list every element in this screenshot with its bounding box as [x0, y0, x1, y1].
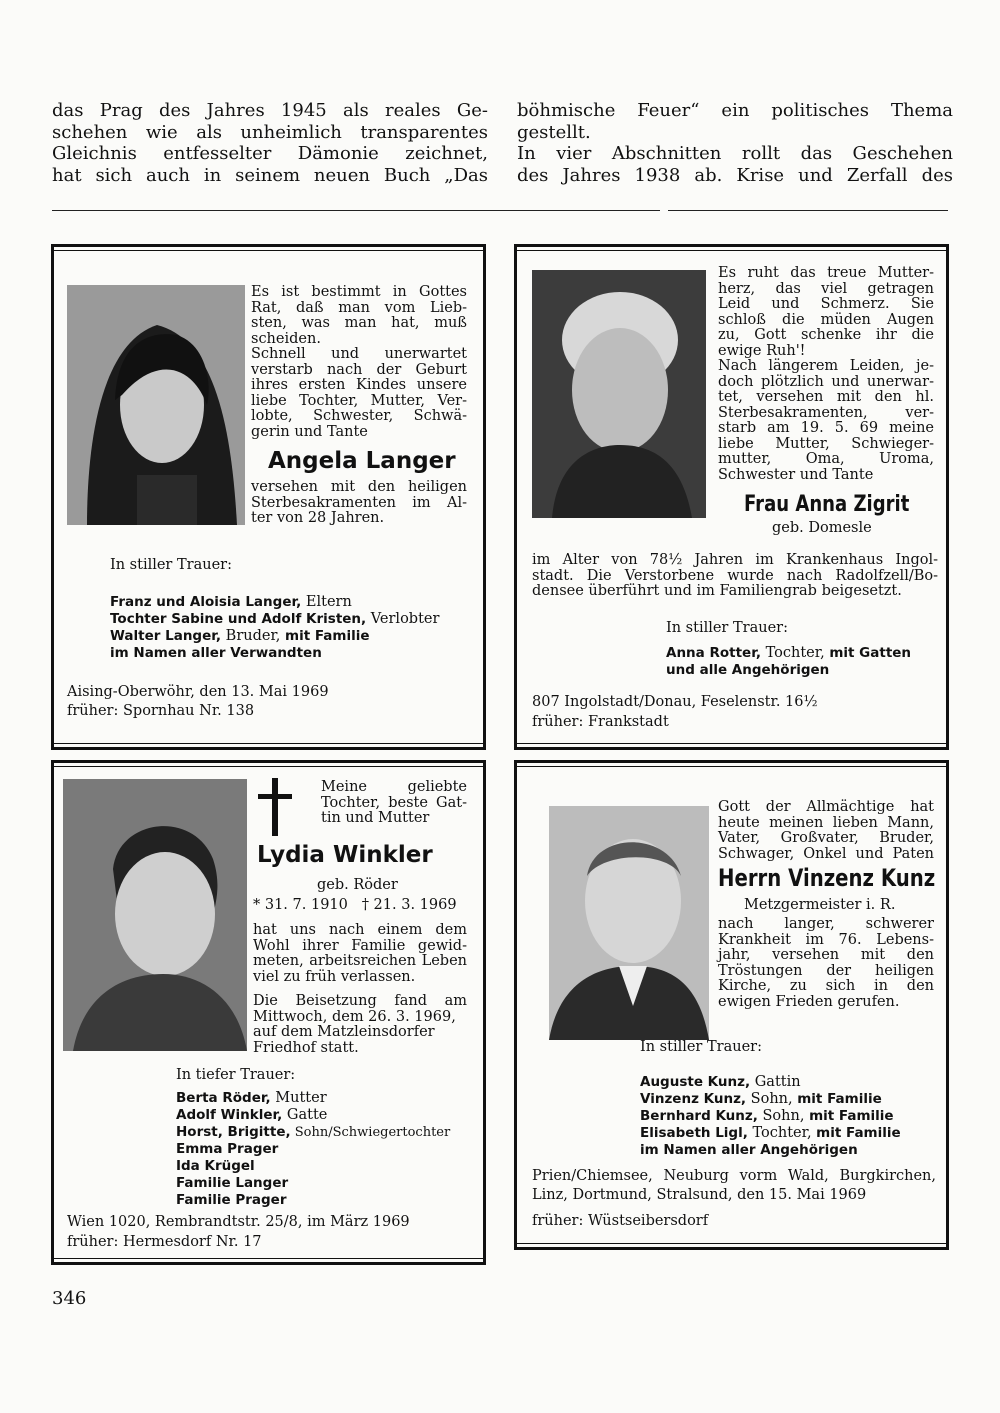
notice-intro	[718, 266, 934, 483]
maiden-name: geb. Röder	[317, 877, 398, 893]
text-line: Linz, Dortmund, Stralsund, den 15. Mai 1969	[532, 1187, 867, 1203]
text-line: Krankheit im 76. Lebens-	[718, 931, 934, 948]
text-line: jahr, versehen mit den	[718, 947, 934, 963]
mourner-line: Berta Röder, Mutter	[176, 1090, 327, 1106]
text-line: verstarb nach der Geburt	[251, 361, 467, 378]
notice-after	[718, 917, 934, 1010]
mourner-line: Horst, Brigitte, Sohn/Schwiegertochter	[176, 1124, 451, 1140]
text-line: des Jahres 1938 ab. Krise und Zerfall des	[517, 164, 953, 186]
mourner-line: im Namen aller Angehörigen	[640, 1142, 858, 1158]
text-line: Mittwoch, dem 26. 3. 1969,	[253, 1008, 456, 1025]
text-line: früher: Hermesdorf Nr. 17	[67, 1234, 262, 1250]
text-line: herz, das viel getragen	[718, 280, 934, 297]
deceased-name: Lydia Winkler	[257, 842, 433, 868]
mourner-line: Franz und Aloisia Langer, Eltern	[110, 594, 352, 610]
text-line: doch plötzlich und unerwar-	[718, 373, 934, 390]
text-line: Gleichnis entfesselter Dämonie zeichnet,	[52, 143, 488, 164]
text-line: ewigen Frieden gerufen.	[718, 993, 900, 1010]
text-line: Meine geliebte	[321, 779, 467, 795]
text-line: das Prag des Jahres 1945 als reales Ge-	[52, 100, 488, 121]
profession: Metzgermeister i. R.	[744, 897, 896, 913]
text-line: schloß die müden Augen	[718, 311, 934, 328]
mourner-line: Familie Prager	[176, 1192, 287, 1208]
top-text-left	[52, 100, 488, 186]
notice-intro	[718, 800, 934, 862]
mourning-label: In tiefer Trauer:	[176, 1067, 296, 1083]
notice-place	[532, 692, 818, 732]
maiden-name: geb. Domesle	[772, 520, 872, 536]
portrait-photo	[532, 270, 706, 518]
mourner-line: Anna Rotter, Tochter, mit Gatten	[666, 645, 912, 661]
mourner-line: Vinzenz Kunz, Sohn, mit Familie	[640, 1091, 882, 1107]
text-line: Leid und Schmerz. Sie	[718, 296, 934, 312]
mourner-line: und alle Angehörigen	[666, 662, 830, 678]
text-line: Gott der Allmächtige hat	[718, 799, 934, 815]
text-line: stadt. Die Verstorbene wurde nach Radolfzell/Bo-	[532, 567, 938, 584]
top-text-right	[517, 100, 953, 186]
mourner-line: Tochter Sabine und Adolf Kristen, Verlobter	[110, 611, 440, 627]
notice-place	[532, 1167, 936, 1231]
text-line: tin und Mutter	[321, 810, 430, 826]
deceased-name: Frau Anna Zigrit	[744, 492, 910, 517]
text-line: Wien 1020, Rembrandtstr. 25/8, im März 1969	[67, 1214, 410, 1230]
portrait-photo	[67, 285, 245, 525]
mourner-line: Familie Langer	[176, 1175, 289, 1191]
text-line: sten, was man hat, muß	[251, 315, 467, 331]
deceased-name: Herrn Vinzenz Kunz	[718, 864, 936, 892]
text-line: im Alter von 78½ Jahren im Krankenhaus Ingol-	[532, 552, 938, 568]
text-line: Aising-Oberwöhr, den 13. Mai 1969	[67, 684, 329, 700]
mourners-list	[110, 594, 439, 662]
text-line: viel zu früh verlassen.	[253, 968, 416, 985]
text-line: Tröstungen der heiligen	[718, 962, 934, 979]
portrait-photo	[63, 779, 247, 1051]
text-line: früher: Frankstadt	[532, 714, 669, 730]
text-line: Sterbesakramenten im Al-	[251, 494, 467, 511]
text-line: liebe Mutter, Schwieger-	[718, 435, 934, 452]
text-line: früher: Spornhau Nr. 138	[67, 703, 255, 719]
text-line: ihres ersten Kindes unsere	[251, 377, 467, 393]
mourning-label: In stiller Trauer:	[666, 620, 788, 636]
notice-after	[532, 553, 938, 600]
notice-intro	[321, 780, 467, 827]
text-line: In vier Abschnitten rollt das Geschehen	[517, 143, 953, 164]
text-line: früher: Wüstseibersdorf	[532, 1213, 709, 1229]
text-line: Prien/Chiemsee, Neuburg vorm Wald, Burgkirchen,	[532, 1168, 936, 1184]
notice-intro	[251, 285, 467, 440]
mourners-list	[176, 1090, 450, 1209]
notice-after	[251, 480, 467, 527]
text-line: densee überführt und im Familiengrab beigesetzt.	[532, 583, 902, 599]
mourner-line: Emma Prager	[176, 1141, 279, 1157]
text-line: gerin und Tante	[251, 423, 368, 440]
text-line: Es ist bestimmt in Gottes	[251, 284, 467, 300]
text-line: Die Beisetzung fand am	[253, 993, 467, 1009]
text-line: Kirche, zu sich in den	[718, 978, 934, 994]
text-line: Tochter, beste Gat-	[321, 794, 467, 811]
text-line: gestellt.	[517, 121, 591, 143]
page-number: 346	[52, 1288, 87, 1309]
text-line: mutter, Oma, Uroma,	[718, 451, 934, 467]
mourning-label: In stiller Trauer:	[110, 557, 232, 573]
deceased-name: Angela Langer	[268, 448, 456, 474]
mourner-line: Walter Langer, Bruder, mit Familie	[110, 628, 370, 644]
text-line: nach langer, schwerer	[718, 916, 934, 932]
text-line: 807 Ingolstadt/Donau, Feselenstr. 16½	[532, 694, 818, 710]
text-line: Wohl ihrer Familie gewid-	[253, 937, 467, 954]
text-line: starb am 19. 5. 69 meine	[718, 420, 934, 436]
text-line: meten, arbeitsreichen Leben	[253, 953, 467, 969]
life-dates: * 31. 7. 1910 † 21. 3. 1969	[253, 897, 457, 913]
mourners-list	[640, 1074, 901, 1159]
text-line: auf dem Matzleinsdorfer	[253, 1024, 435, 1040]
divider	[52, 210, 660, 211]
text-line: zu, Gott schenke ihr die	[718, 327, 934, 343]
text-line: heute meinen lieben Mann,	[718, 814, 934, 831]
mourners-list	[666, 645, 911, 679]
cross-icon	[258, 778, 292, 836]
text-line: Rat, daß man vom Lieb-	[251, 299, 467, 316]
text-line: versehen mit den heiligen	[251, 479, 467, 495]
text-line: Es ruht das treue Mutter-	[718, 265, 934, 281]
text-line: lobte, Schwester, Schwä-	[251, 408, 467, 424]
text-line: Schnell und unerwartet	[251, 346, 467, 362]
notice-place	[67, 1212, 410, 1252]
text-line: hat uns nach einem dem	[253, 922, 467, 938]
mourner-line: Adolf Winkler, Gatte	[176, 1107, 328, 1123]
text-line: böhmische Feuer“ ein politisches Thema	[517, 100, 953, 121]
portrait-photo	[549, 806, 709, 1040]
text-line: schehen wie als unheimlich transparentes	[52, 121, 488, 143]
text-line: tet, versehen mit den hl.	[718, 389, 934, 405]
mourner-line: Elisabeth Ligl, Tochter, mit Familie	[640, 1125, 901, 1141]
text-line: Sterbesakramenten, ver-	[718, 404, 934, 421]
mourner-line: Auguste Kunz, Gattin	[640, 1074, 801, 1090]
text-line: Nach längerem Leiden, je-	[718, 358, 934, 374]
text-line: Vater, Großvater, Bruder,	[718, 830, 934, 846]
text-line: liebe Tochter, Mutter, Ver-	[251, 392, 467, 409]
text-line: scheiden.	[251, 330, 321, 347]
text-line: Schwager, Onkel und Paten	[718, 845, 934, 862]
text-line: hat sich auch in seinem neuen Buch „Das	[52, 164, 488, 186]
divider	[668, 210, 948, 211]
mourning-label: In stiller Trauer:	[640, 1039, 762, 1055]
notice-after	[253, 923, 467, 1056]
mourner-line: Bernhard Kunz, Sohn, mit Familie	[640, 1108, 894, 1124]
notice-place	[67, 683, 329, 721]
text-line: Friedhof statt.	[253, 1039, 359, 1056]
text-line: ewige Ruh'!	[718, 342, 806, 359]
mourner-line: im Namen aller Verwandten	[110, 645, 322, 661]
text-line: ter von 28 Jahren.	[251, 510, 385, 526]
text-line: Schwester und Tante	[718, 466, 874, 483]
mourner-line: Ida Krügel	[176, 1158, 255, 1174]
